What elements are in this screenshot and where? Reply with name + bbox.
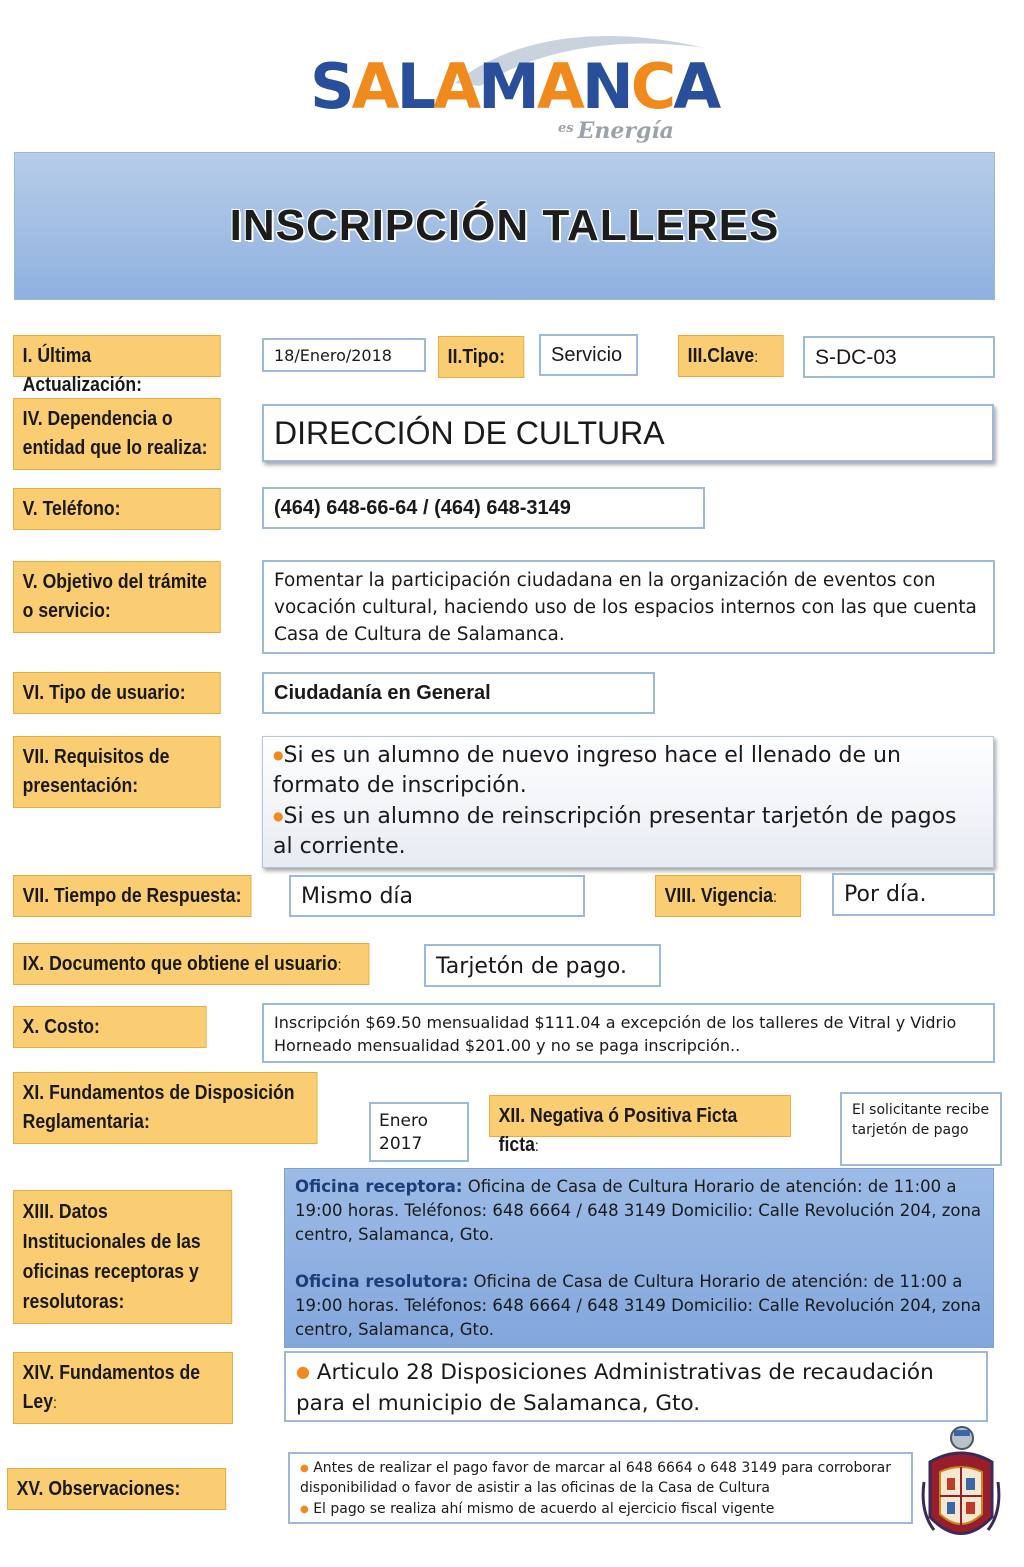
value-vigencia: Por día. — [832, 873, 995, 916]
value-tiempo-respuesta: Mismo día — [289, 875, 585, 917]
value-tipo-usuario: Ciudadanía en General — [262, 672, 655, 714]
label-tipo: II.Tipo: — [438, 336, 524, 378]
label-dependencia: IV. Dependencia o entidad que lo realiza: — [13, 398, 221, 470]
value-documento: Tarjetón de pago. — [424, 944, 661, 987]
value-fundamentos-ley: ● Articulo 28 Disposiciones Administrativas de recaudación para el municipio de Salamanca, Gto. — [284, 1351, 988, 1422]
value-telefono: (464) 648-66-64 / (464) 648-3149 — [262, 487, 705, 529]
label-telefono: V. Teléfono: — [13, 488, 221, 530]
oficina-resolutora: Oficina resolutora: Oficina de Casa de Cultura Horario de atención: de 11:00 a 19:00 horas. Teléfonos: 648 6664 / 648 3149 Domicilio: Calle Revolución 204, zona centro, Salamanca, Gto. — [295, 1271, 982, 1339]
label-datos-institucionales: XIII. Datos Institucionales de las oficinas receptoras y resolutoras: — [13, 1190, 232, 1324]
label-requisitos: VII. Requisitos de presentación: — [13, 736, 221, 808]
title-banner — [14, 152, 995, 300]
oficina-receptora: Oficina receptora: Oficina de Casa de Cultura Horario de atención: de 11:00 a 19:00 horas. Teléfonos: 648 6664 / 648 3149 Domicilio: Calle Revolución 204, zona centro, Salamanca, Gto. — [295, 1177, 982, 1244]
datos-institucionales-box — [284, 1168, 994, 1348]
municipal-crest-icon — [920, 1422, 1002, 1552]
requisitos-list — [262, 736, 994, 868]
label-objetivo: V. Objetivo del trámite o servicio: — [13, 561, 221, 633]
logo-tagline: $^{es}$ Energía — [558, 118, 674, 144]
label-clave: III.Clave: — [678, 335, 784, 377]
label-fundamentos-ley: XIV. Fundamentos de Ley: — [13, 1352, 233, 1424]
value-ultima-actualizacion: 18/Enero/2018 — [262, 338, 426, 372]
logo-wordmark: SALAMANCA — [310, 50, 719, 123]
value-dependencia: DIRECCIÓN DE CULTURA — [262, 404, 994, 462]
value-costo: Inscripción $69.50 mensualidad $111.04 a excepción de los talleres de Vitral y Vidrio Horneado mensualidad $201.00 y no se paga inscripción.. — [262, 1003, 995, 1063]
requisito-item: ●Si es un alumno de nuevo ingreso hace el llenado de un formato de inscripción. — [273, 743, 901, 799]
label-ultima-actualizacion: I. Última Actualización: — [13, 335, 221, 377]
value-objetivo: Fomentar la participación ciudadana en la organización de eventos con vocación cultural, haciendo uso de los espacios internos con las que cuenta Casa de Cultura de Salamanca. — [262, 560, 995, 654]
label-observaciones: XV. Observaciones: — [7, 1468, 226, 1510]
label-costo: X. Costo: — [13, 1006, 207, 1048]
label-tipo-usuario: VI. Tipo de usuario: — [13, 672, 221, 714]
value-fundamentos-disposicion: Enero 2017 — [369, 1102, 469, 1162]
value-clave: S-DC-03 — [803, 336, 995, 378]
salamanca-logo — [300, 28, 720, 158]
label-documento: IX. Documento que obtiene el usuario: — [13, 943, 369, 985]
label-tiempo-respuesta: VII. Tiempo de Respuesta: — [13, 875, 251, 917]
observaciones-list — [288, 1452, 913, 1524]
label-negativa-positiva: XII. Negativa ó Positiva Ficta ficta: — [489, 1095, 791, 1137]
label-fundamentos-disposicion: XI. Fundamentos de Disposición Reglamentaria: — [13, 1072, 317, 1144]
observacion-item: ● El pago se realiza ahí mismo de acuerdo al ejercicio fiscal vigente — [300, 1500, 775, 1517]
value-negativa-positiva: El solicitante recibe tarjetón de pago — [840, 1092, 1002, 1166]
observacion-item: ● Antes de realizar el pago favor de marcar al 648 6664 o 648 3149 para corroborar disponibilidad o favor de asistir a las oficinas de la Casa de Cultura — [300, 1460, 891, 1497]
value-tipo: Servicio — [539, 334, 638, 376]
label-vigencia: VIII. Vigencia: — [655, 875, 801, 917]
requisito-item: ●Si es un alumno de reinscripción presentar tarjetón de pagos al corriente. — [273, 803, 957, 860]
page-title: INSCRIPCIÓN TALLERES — [229, 201, 780, 250]
